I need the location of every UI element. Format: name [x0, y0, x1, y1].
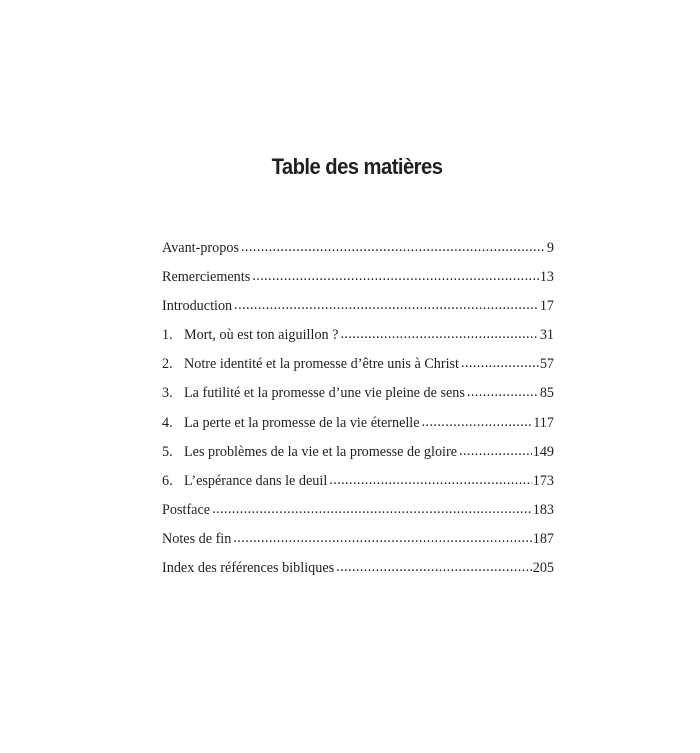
chapter-number: 4. — [162, 414, 173, 431]
chapter-number: 6. — [162, 472, 173, 489]
page-title: Table des matières — [271, 154, 443, 179]
dot-leader — [340, 320, 538, 349]
toc-entry-page: 173 — [532, 472, 554, 489]
toc-entry-chapter-3 — [162, 379, 554, 408]
dot-leader — [467, 378, 539, 407]
toc-entry-page: 9 — [546, 240, 554, 256]
toc-entry-page: 31 — [539, 327, 554, 344]
toc-entry-label: Notre identité et la promesse d’être unis à Christ — [184, 356, 460, 373]
toc-entry-chapter-5 — [162, 438, 554, 467]
toc-entry-page: 85 — [539, 385, 554, 402]
toc-entry-label: La perte et la promesse de la vie éternelle — [184, 414, 420, 431]
toc-entry-page: 149 — [532, 443, 554, 460]
toc-entry-chapter-1 — [162, 321, 554, 350]
toc-entry-page: 13 — [539, 269, 554, 286]
toc-entry-page: 205 — [532, 560, 554, 577]
dot-leader — [422, 408, 533, 437]
dot-leader — [461, 349, 539, 378]
toc-entry-index — [162, 554, 554, 583]
toc-entry-label: Mort, où est ton aiguillon ? — [184, 327, 339, 344]
toc-entry-page: 187 — [532, 530, 554, 547]
dot-leader — [459, 437, 532, 466]
toc-entry-label: L’espérance dans le deuil — [184, 472, 328, 489]
toc-entry-avant-propos — [162, 234, 554, 263]
chapter-number: 2. — [162, 356, 173, 373]
chapter-number: 1. — [162, 327, 173, 344]
table-of-contents — [162, 234, 554, 583]
toc-entry-chapter-6 — [162, 467, 554, 496]
toc-entry-label: Remerciements — [162, 269, 251, 286]
toc-entry-chapter-4 — [162, 409, 554, 438]
dot-leader — [212, 495, 532, 524]
toc-entry-label: Postface — [162, 501, 211, 518]
chapter-number: 3. — [162, 385, 173, 402]
dot-leader — [336, 553, 532, 582]
toc-entry-label: Notes de fin — [162, 530, 232, 547]
dot-leader — [252, 262, 539, 291]
toc-entry-page: 17 — [539, 298, 554, 315]
toc-entry-remerciements — [162, 263, 554, 292]
toc-entry-label: Introduction — [162, 298, 233, 315]
toc-entry-label: Les problèmes de la vie et la promesse de gloire — [184, 443, 458, 460]
dot-leader — [329, 466, 531, 495]
dot-leader — [234, 291, 539, 320]
toc-entry-label: La futilité et la promesse d’une vie pleine de sens — [184, 385, 465, 402]
toc-entry-page: 183 — [532, 501, 554, 518]
toc-entry-label: Index des références bibliques — [162, 560, 335, 577]
toc-entry-introduction — [162, 292, 554, 321]
toc-entry-notes-de-fin — [162, 525, 554, 554]
chapter-number: 5. — [162, 443, 173, 460]
toc-entry-page: 117 — [533, 414, 554, 431]
dot-leader — [233, 524, 531, 553]
toc-entry-chapter-2 — [162, 350, 554, 379]
toc-entry-page: 57 — [539, 356, 554, 373]
toc-entry-label: Avant-propos — [162, 240, 239, 256]
dot-leader — [241, 233, 546, 262]
toc-entry-postface — [162, 496, 554, 525]
